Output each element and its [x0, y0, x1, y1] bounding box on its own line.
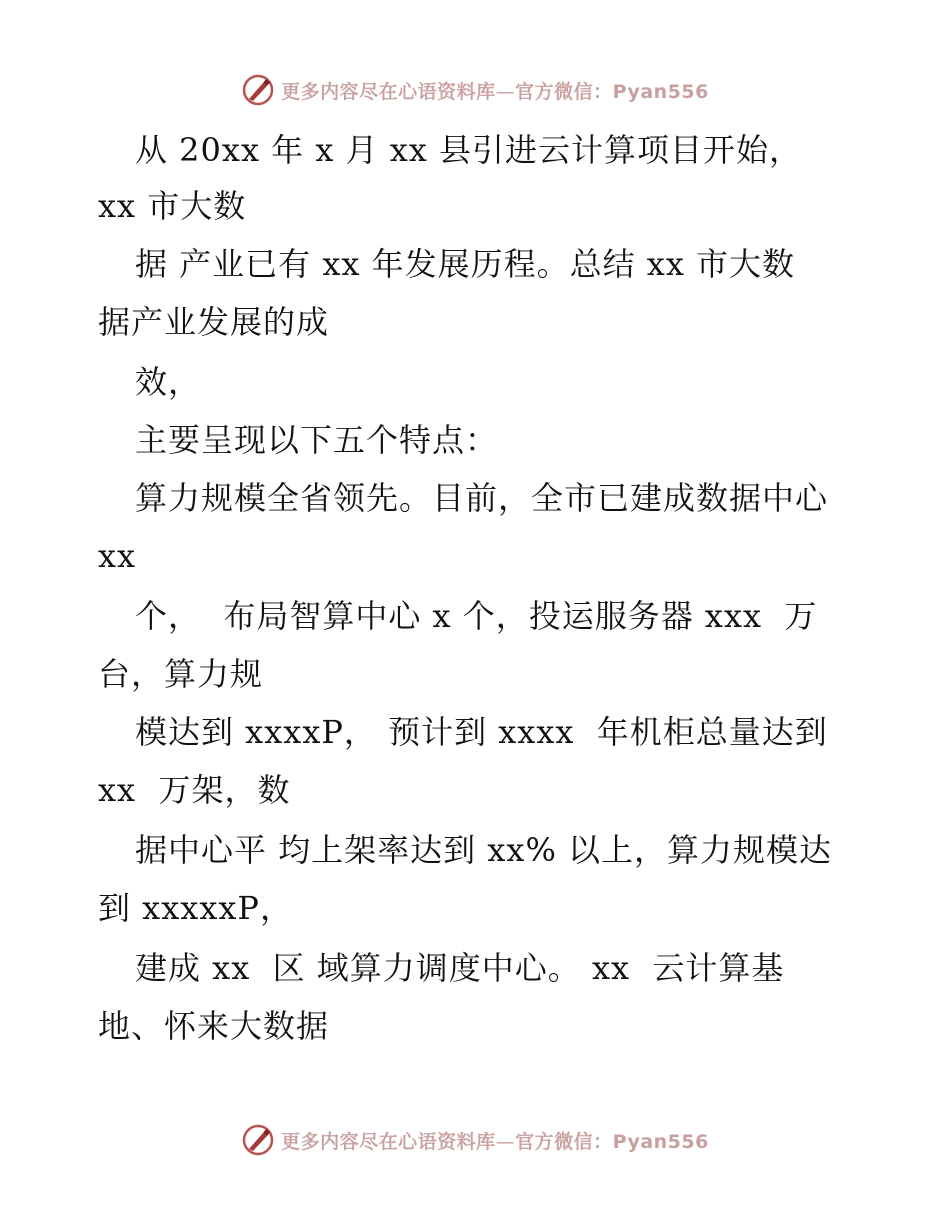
text-line: 台，算力规	[98, 655, 264, 693]
text-line: 主要呈现以下五个特点：	[135, 421, 499, 459]
text-line: xx 市大数	[98, 187, 247, 225]
text-line: 从 20xx 年 x 月 xx 县引进云计算项目开始，	[135, 131, 802, 169]
text-line: 模达到 xxxxP， 预计到 xxxx 年机柜总量达到	[135, 713, 828, 751]
watermark-text: 更多内容尽在心语资料库—官方微信：Pyan556	[281, 80, 709, 103]
pen-logo-icon	[241, 1123, 275, 1157]
watermark-text: 更多内容尽在心语资料库—官方微信：Pyan556	[281, 1130, 709, 1153]
text-line: 据产业发展的成	[98, 303, 330, 341]
text-line: 据 产业已有 xx 年发展历程。总结 xx 市大数	[135, 245, 796, 283]
header-watermark	[0, 70, 950, 110]
text-line: xx 万架，数	[98, 771, 291, 809]
text-line: 到 xxxxxP，	[98, 889, 293, 927]
footer-watermark	[0, 1120, 950, 1160]
text-line: 算力规模全省领先。目前，全市已建成数据中心	[135, 479, 829, 517]
text-line: 据中心平 均上架率达到 xx% 以上，算力规模达	[135, 831, 833, 869]
text-line: 地、怀来大数据	[98, 1007, 330, 1045]
text-line: 效，	[135, 363, 202, 401]
text-line: 建成 xx 区 域算力调度中心。 xx 云计算基	[135, 949, 785, 987]
text-line: xx	[98, 537, 137, 575]
text-line: 个， 布局智算中心 x 个，投运服务器 xxx 万	[135, 597, 818, 635]
pen-logo-icon	[241, 73, 275, 107]
